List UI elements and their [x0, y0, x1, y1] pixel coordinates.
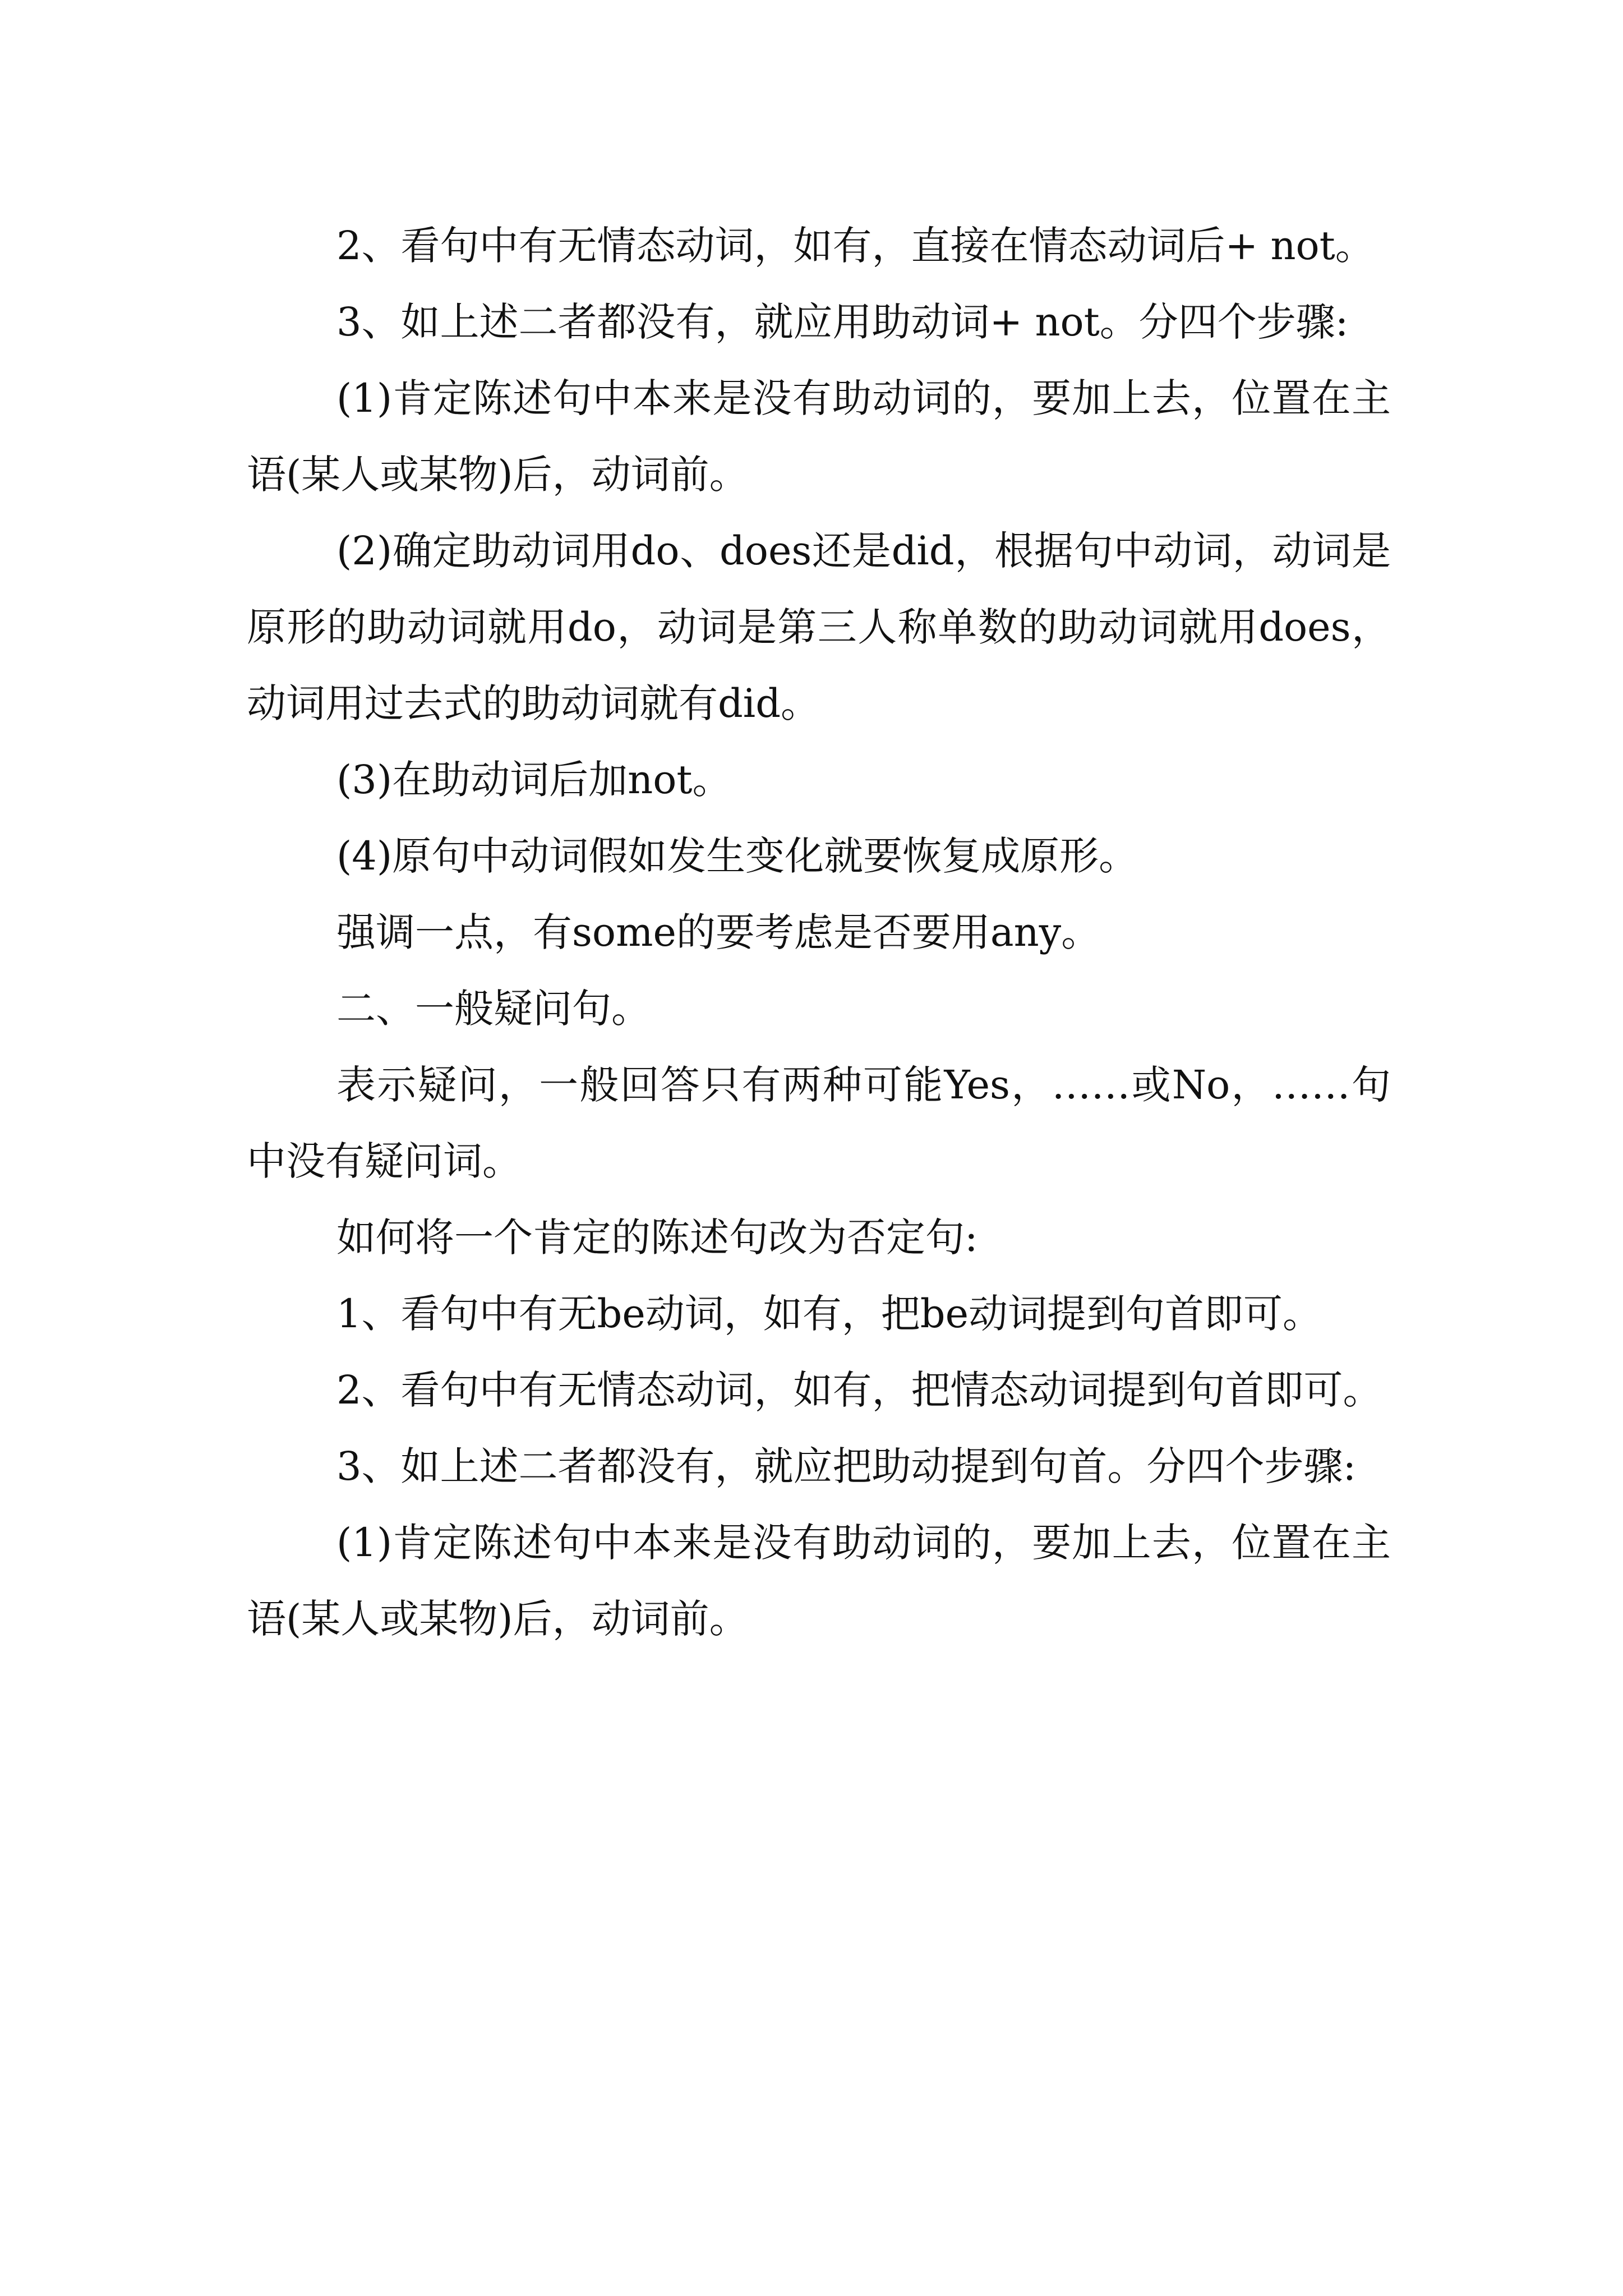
paragraph-question-definition: 表示疑问，一般回答只有两种可能Yes，……或No，……句中没有疑问词。 [247, 1062, 1391, 1184]
paragraph-step-1-be-verb: 1、看句中有无be动词，如有，把be动词提到句首即可。 [336, 1291, 1322, 1337]
paragraph-how-to-convert: 如何将一个肯定的陈述句改为否定句: [336, 1214, 978, 1260]
paragraph-substep-2-choose-auxiliary: (2)确定助动词用do、does还是did，根据句中动词，动词是原形的助动词就用do，动词是第三人称单数的助动词就用does，动词用过去式的助动词就有did。 [247, 528, 1391, 726]
paragraph-substep-1-add-auxiliary-repeat: (1)肯定陈述句中本来是没有助动词的，要加上去，位置在主语(某人或某物)后，动词前。 [247, 1520, 1391, 1642]
paragraph-step-2-modal-negation: 2、看句中有无情态动词，如有，直接在情态动词后+ not。 [336, 223, 1375, 269]
paragraph-substep-1-add-auxiliary: (1)肯定陈述句中本来是没有助动词的，要加上去，位置在主语(某人或某物)后，动词前。 [247, 375, 1391, 498]
paragraph-substep-4-restore-verb: (4)原句中动词假如发生变化就要恢复成原形。 [336, 833, 1138, 879]
document-body [247, 208, 1391, 1657]
paragraph-step-3-auxiliary-negation: 3、如上述二者都没有，就应用助动词+ not。分四个步骤: [336, 299, 1349, 345]
paragraph-step-3-auxiliary-front: 3、如上述二者都没有，就应把助动提到句首。分四个步骤: [336, 1443, 1357, 1489]
paragraph-step-2-modal-front: 2、看句中有无情态动词，如有，把情态动词提到句首即可。 [336, 1367, 1382, 1413]
section-heading-general-question: 二、一般疑问句。 [336, 986, 651, 1032]
paragraph-substep-3-add-not: (3)在助动词后加not。 [336, 757, 732, 803]
paragraph-note-some-any: 强调一点，有some的要考虑是否要用any。 [336, 909, 1101, 955]
